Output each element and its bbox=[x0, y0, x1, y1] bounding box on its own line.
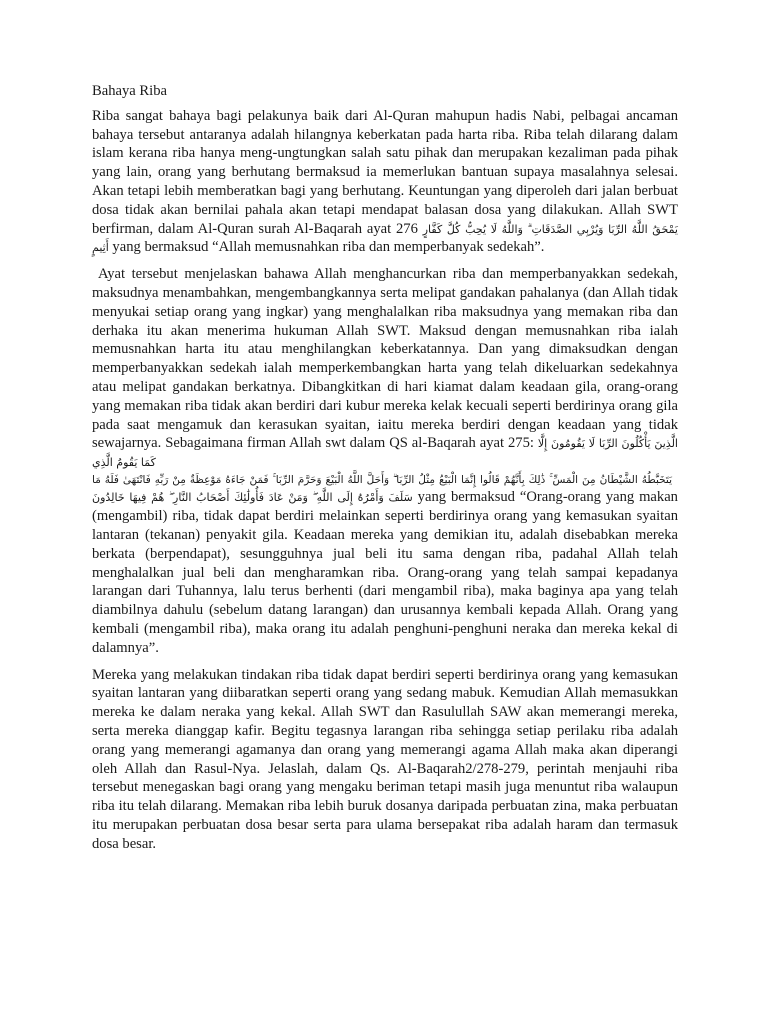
arabic-verse-275-line-2: يَتَخَبَّطُهُ الشَّيْطَانُ مِنَ الْمَسِّ ۚ ذَٰلِكَ بِأَنَّهُمْ قَالُوا إِنَّمَا الْبَيْعُ مِثْلُ الرِّبَا ۗ وَأَحَلَّ اللَّهُ الْبَيْعَ وَحَرَّمَ الرِّبَا ۚ فَمَنْ جَاءَهُ مَوْعِظَةٌ مِنْ رَبِّهِ فَانْتَهَىٰ فَلَهُ مَا bbox=[92, 473, 672, 486]
paragraph-1-text-after-arabic: yang bermaksud “Allah memusnahkan riba dan memperbanyak sedekah”. bbox=[112, 239, 545, 256]
paragraph-3: Mereka yang melakukan tindakan riba tidak dapat berdiri seperti berdirinya orang yang kemasukan syaitan lantaran yang diibaratkan seperti orang yang sedang mabuk. Kemudian Allah memasukkan mereka ke dalam neraka yang kekal. Allah SWT dan Rasulullah SAW akan memerangi mereka, serta mereka dianggap kafir. Begitu tegasnya larangan riba sehingga setiap perilaku riba adalah orang yang memerangi agamanya dan orang yang memerangi agama Allah maka akan diperangi oleh Allah dan Rasul-Nya. Jelaslah, dalam Qs. Al-Baqarah2/278-279, perintah menjauhi riba tersebut menegaskan bagi orang yang mengaku beriman tetapi masih juga menuntut riba walaupun riba itu telah dilarang. Memakan riba lebih buruk dosanya daripada perbuatan zina, maka perbuatan itu merupakan perbuatan dosa besar serta para ulama bersepakat riba adalah haram dan termasuk dosa besar. bbox=[92, 666, 678, 852]
paragraph-1-text-before-arabic: Riba sangat bahaya bagi pelakunya baik dari Al-Quran mahupun hadis Nabi, pelbagai ancaman bahaya tersebut antaranya adalah hilangnya keberkatan pada harta riba. Riba telah dilarang dalam islam kerana riba hanya meng-ungtungkan salah satu pihak dan merupakan kezaliman pada pihak yang lain, orang yang berhutang bermaksud ia memerlukan bantuan supaya masalahnya selesai. Akan tetapi lebih memberatkan bagi yang berhutang. Keuntungan yang diperoleh dari jalan berbuat dosa tidak akan bernilai pahala akan tetapi mendapat balasan dosa yang dilakukan. Allah SWT berfirman, dalam Al-Quran surah Al-Baqarah ayat 276 bbox=[92, 107, 678, 237]
arabic-verse-275-line-1: الَّذِينَ يَأْكُلُونَ الرِّبَا لَا يَقُومُونَ إِلَّا كَمَا يَقُومُ الَّذِي bbox=[92, 437, 678, 470]
arabic-verse-275-line-3: سَلَفَ وَأَمْرُهُ إِلَى اللَّهِ ۖ وَمَنْ عَادَ فَأُولَٰئِكَ أَصْحَابُ النَّارِ ۖ هُمْ فِيهَا خَالِدُونَ bbox=[92, 491, 413, 505]
paragraph-2-text-before-arabic: Ayat tersebut menjelaskan bahawa Allah menghancurkan riba dan memperbanyakkan sedekah, maksudnya menambahkan, mengembangkannya serta melipat gandakan pahalanya (dan Allah tidak menyukai setiap orang yang ingkar) yang menghalalkan riba maksudnya yang memakan riba dan derhaka itu akan menerima hukuman Allah SWT. Maksud dengan memusnahkan riba ialah memusnahkan harta itu atau menghilangkan keberkatannya. Dan yang dimaksudkan dengan memperbanyakkan sedekah ialah memperkembangkan harta yang telah dikeluarkan sedekahnya atau melipat gandakan berkatnya. Dibangkitkan di hari kiamat dalam keadaan gila, orang-orang yang memakan riba tidak akan berdiri dari kubur mereka kelak kecuali seperti berdirinya orang gila pada saat mengamuk dan kerasukan syaitan, iaitu mereka berdiri dengan keadaan yang tidak sewajarnya. Sebagaimana firman Allah swt dalam QS al-Baqarah ayat 275: bbox=[92, 266, 678, 452]
paragraph-1 bbox=[92, 107, 678, 257]
paragraph-2-text-after-arabic: yang bermaksud “Orang-orang yang makan (mengambil) riba, tidak dapat berdiri melainkan seperti berdirinya orang yang kemasukan syaitan lantaran (tekanan) penyakit gila. Keadaan mereka yang demikian itu, adalah disebabkan mereka berkata (berpendapat), sesungguhnya jual beli itu sama dengan riba, padahal Allah telah menghalalkan jual beli dan mengharamkan riba. Orang-orang yang telah sampai kepadanya larangan dari Tuhannya, lalu terus berhenti (dari mengambil riba), maka baginya apa yang telah diambilnya dahulu (sebelum datang larangan) dan urusannya kembali kepada Allah. Orang yang kembali (mengambil riba), maka orang itu adalah penghuni-penghuni neraka dan mereka kekal di dalamnya”. bbox=[92, 489, 678, 656]
document-body bbox=[92, 82, 678, 862]
arabic-verse-276: يَمْحَقُ اللَّهُ الرِّبَا وَيُرْبِي الصَّدَقَاتِ ۗ وَاللَّهُ لَا يُحِبُّ كُلَّ كَفَّارٍ أَثِيمٍ bbox=[92, 222, 678, 255]
document-title: Bahaya Riba bbox=[92, 83, 167, 99]
paragraph-2 bbox=[92, 265, 678, 657]
